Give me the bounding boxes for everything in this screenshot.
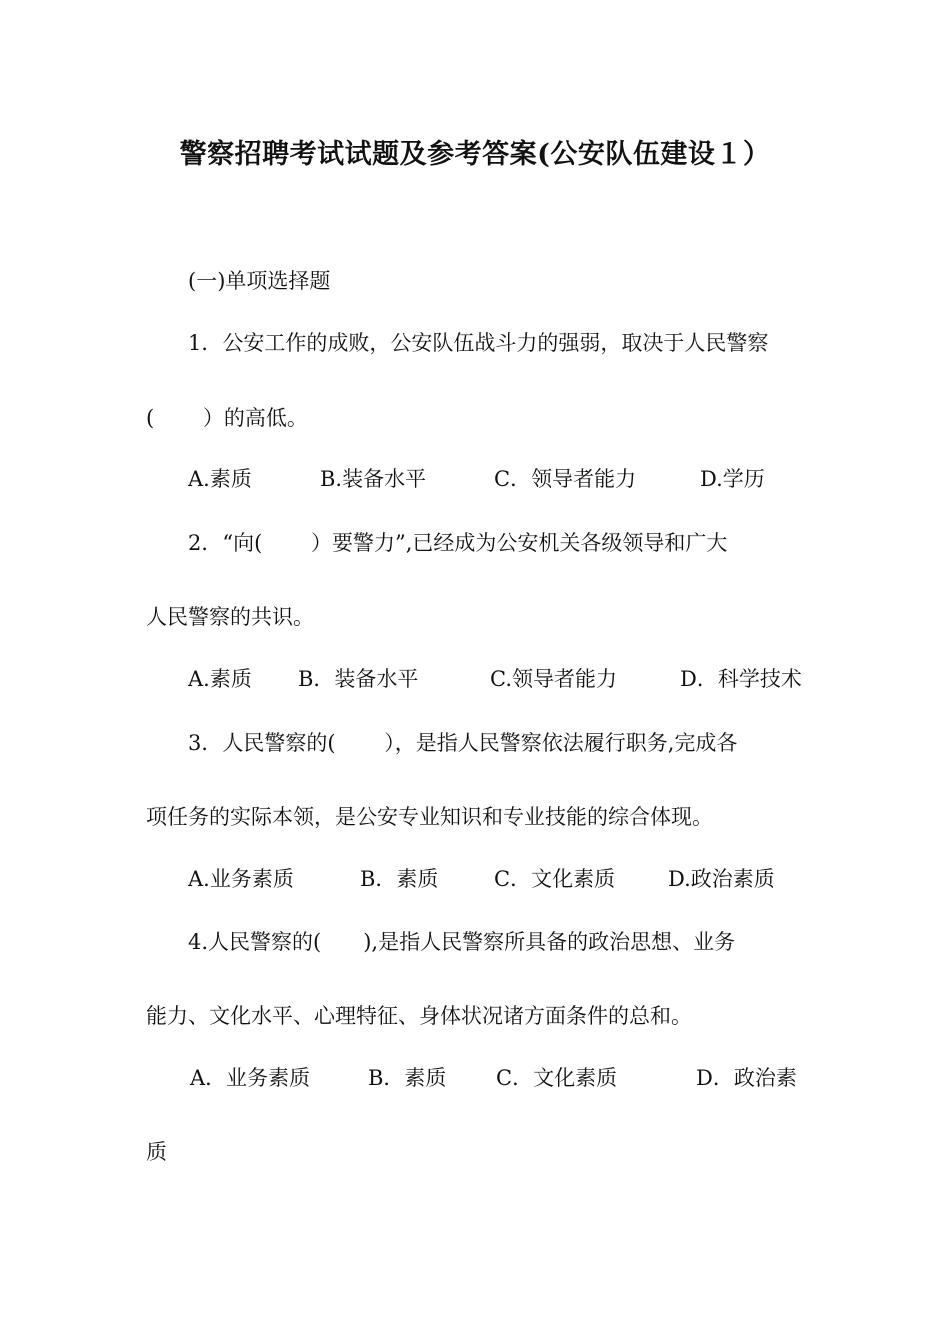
option-c: C．文化素质 xyxy=(496,1066,618,1090)
question-text-continued: ( ）的高低。 xyxy=(146,406,308,430)
question-text: 3．人民警察的( ），是指人民警察依法履行职务,完成各 xyxy=(188,731,738,755)
option-b: B．装备水平 xyxy=(298,667,419,691)
option-d-wrap: 质 xyxy=(146,1140,167,1164)
option-d: D．科学技术 xyxy=(680,667,802,691)
question-text: 2．“向( ）要警力”,已经成为公安机关各级领导和广大 xyxy=(188,531,728,555)
question-text-continued: 人民警察的共识。 xyxy=(146,605,314,629)
question-text: 4.人民警察的( ),是指人民警察所具备的政治思想、业务 xyxy=(188,930,736,954)
question-text: 1．公安工作的成败，公安队伍战斗力的强弱，取决于人民警察 xyxy=(188,331,769,355)
option-d: D.学历 xyxy=(700,467,765,491)
option-a: A.业务素质 xyxy=(188,867,294,891)
document-title: 警察招聘考试试题及参考答案(公安队伍建设１） xyxy=(179,139,771,170)
option-c: C．领导者能力 xyxy=(494,467,637,491)
option-a: A.素质 xyxy=(188,667,252,691)
section-heading: (一)单项选择题 xyxy=(188,269,331,293)
option-b: B．素质 xyxy=(360,867,439,891)
question-text-continued: 能力、文化水平、心理特征、身体状况诸方面条件的总和。 xyxy=(146,1004,692,1028)
option-c: C．文化素质 xyxy=(494,867,616,891)
option-a: A．业务素质 xyxy=(190,1066,311,1090)
option-d: D.政治素质 xyxy=(668,867,775,891)
question-text-continued: 项任务的实际本领，是公安专业知识和专业技能的综合体现。 xyxy=(146,805,713,829)
option-d: D．政治素 xyxy=(696,1066,797,1090)
option-b: B.装备水平 xyxy=(320,467,427,491)
option-c: C.领导者能力 xyxy=(490,667,617,691)
option-b: B．素质 xyxy=(368,1066,447,1090)
option-a: A.素质 xyxy=(188,467,252,491)
